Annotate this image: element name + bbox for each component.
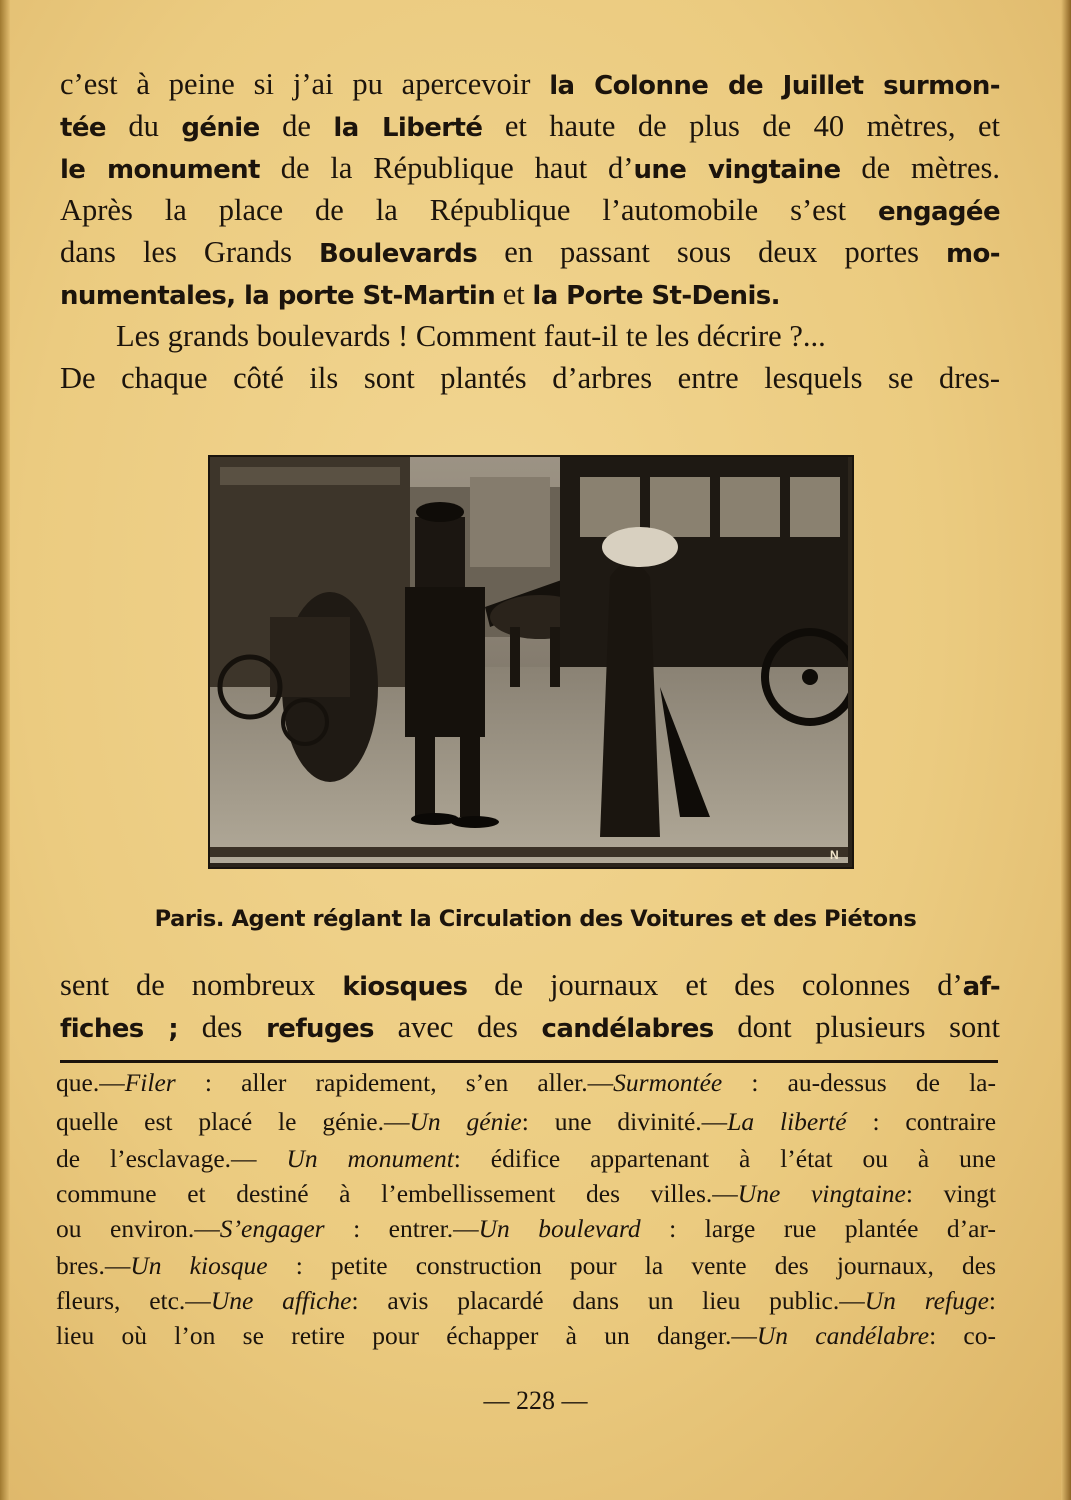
page-edge-left	[0, 0, 10, 1500]
footnote-line-1: que.—Filer : aller rapidement, s’en aller.—Surmontée : au-dessus de la-	[56, 1068, 996, 1097]
page-edge-right	[1061, 0, 1071, 1500]
footnote-line-5: ou environ.—S’engager : entrer.—Un boulevard : large rue plantée d’ar-	[56, 1214, 996, 1243]
footnote-line-4: commune et destiné à l’embellissement des villes.—Une vingtaine: vingt	[56, 1179, 997, 1208]
footnote-line-3: de l’esclavage.— Un monument: édifice appartenant à l’état ou à une	[56, 1144, 996, 1173]
street-scene-illustration	[210, 457, 848, 863]
text-line-10: fiches ; des refuges avec des candélabres dont plusieurs sont	[60, 1010, 1000, 1044]
footnote-divider	[60, 1060, 998, 1063]
text-line-4: Après la place de la République l’automobile s’est engagée	[60, 193, 1000, 227]
text-line-5: dans les Grands Boulevards en passant sous deux portes mo-	[60, 235, 1000, 269]
text-line-7: Les grands boulevards ! Comment faut-il te les décrire ?...	[116, 319, 826, 353]
footnote-line-2: quelle est placé le génie.—Un génie: une divinité.—La liberté : contraire	[56, 1107, 997, 1136]
text-line-8: De chaque côté ils sont plantés d’arbres entre lesquels se dres-	[60, 361, 1000, 395]
text-line-2: tée du génie de la Liberté et haute de plus de 40 mètres, et	[60, 109, 1001, 143]
page-number: — 228 —	[483, 1386, 588, 1415]
footnote-line-8: lieu où l’on se retire pour échapper à un danger.—Un candélabre: co-	[56, 1321, 996, 1350]
photo-corner-mark: N	[830, 848, 839, 862]
photo-caption: Paris. Agent réglant la Circulation des Voitures et des Piétons	[154, 906, 917, 932]
text-line-3: le monument de la République haut d’une vingtaine de mètres.	[60, 151, 1000, 185]
street-photo	[208, 455, 854, 869]
text-line-9: sent de nombreux kiosques de journaux et des colonnes d’af-	[60, 968, 1001, 1002]
text-line-1: c’est à peine si j’ai pu apercevoir la Colonne de Juillet surmon-	[60, 67, 1000, 101]
footnote-line-6: bres.—Un kiosque : petite construction pour la vente des journaux, des	[56, 1251, 996, 1280]
footnote-line-7: fleurs, etc.—Une affiche: avis placardé dans un lieu public.—Un refuge:	[56, 1286, 996, 1315]
text-line-6: numentales, la porte St-Martin et la Porte St-Denis.	[60, 277, 780, 311]
